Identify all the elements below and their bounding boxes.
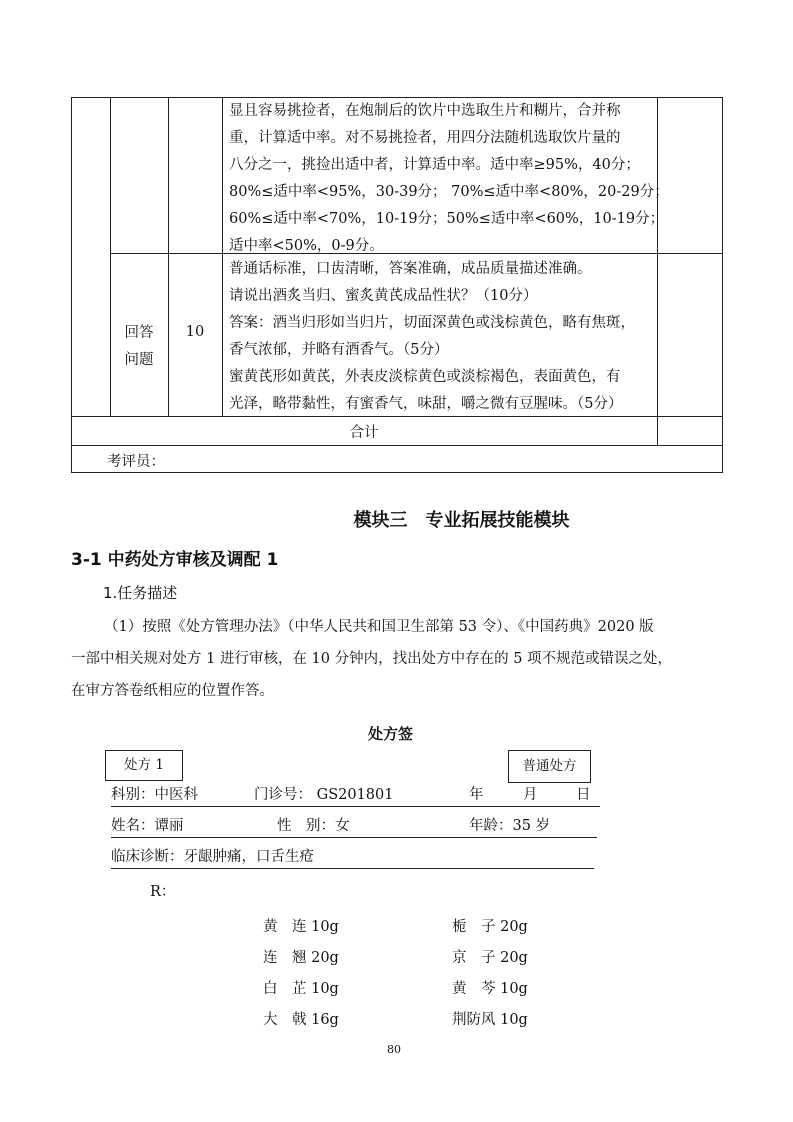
total-label: 合计	[349, 425, 379, 441]
criteria-line: 八分之一，挑捡出适中者，计算适中率。适中率≥95%，40分；	[229, 157, 640, 173]
criteria-line: 请说出酒炙当归、蜜炙黄芪成品性状？（10分）	[229, 288, 538, 304]
item-cell	[110, 320, 168, 374]
drugs-right-column	[452, 912, 528, 1036]
gender-field: 性 别：女	[277, 818, 350, 834]
criteria-line: 光泽，略带黏性，有蜜香气，味甜，嚼之微有豆腥味。（5分）	[229, 396, 623, 412]
diagnosis-field: 临床诊断：牙龈肿痛，口舌生疮	[111, 849, 314, 865]
prescription-title: 处方签	[368, 725, 414, 743]
drug-item: 荆防风 10g	[452, 1012, 528, 1028]
month-label: 月	[523, 787, 538, 803]
page-number: 80	[387, 1043, 401, 1056]
criteria-line: 重，计算适中率。对不易挑捡者，用四分法随机选取饮片量的	[229, 130, 621, 146]
drug-item: 大 戟 16g	[263, 1012, 339, 1028]
prescription-number-box: 处方 1	[105, 750, 183, 781]
patient-line	[111, 815, 597, 838]
drugs-left-column	[263, 912, 339, 1036]
criteria-line: 适中率<50%，0-9分。	[229, 238, 384, 254]
drug-item: 连 翘 20g	[263, 950, 339, 966]
task-paragraph	[71, 611, 672, 707]
drug-item: 栀 子 20g	[452, 919, 528, 935]
criteria-cell-1	[229, 98, 669, 260]
subsection-title: 1.任务描述	[103, 584, 178, 602]
clinic-no-field: 门诊号： GS201801	[254, 787, 394, 803]
criteria-line: 普通话标准，口齿清晰，答案准确，成品质量描述准确。	[229, 261, 592, 277]
drug-item: 白 芷 10g	[263, 981, 339, 997]
criteria-line: 显且容易挑捡者，在炮制后的饮片中选取生片和糊片，合并称	[229, 103, 621, 119]
criteria-line: 80%≤适中率<95%，30-39分； 70%≤适中率<80%，20-29分；	[229, 184, 669, 200]
criteria-line: 答案：酒当归形如当归片，切面深黄色或浅棕黄色，略有焦斑，	[229, 315, 635, 331]
section-title: 3-1 中药处方审核及调配 1	[71, 550, 279, 570]
examiner-label: 考评员：	[107, 454, 165, 470]
module-title: 模块三 专业拓展技能模块	[353, 510, 570, 531]
paragraph-line: （1）按照《处方管理办法》（中华人民共和国卫生部第 53 令）、《中国药典》2020 版	[104, 619, 654, 635]
criteria-line: 60%≤适中率<70%，10-19分；50%≤适中率<60%，10-19分；	[229, 211, 665, 227]
drug-item: 黄 芩 10g	[452, 981, 528, 997]
score-cell: 10	[185, 324, 205, 340]
diagnosis-line	[111, 846, 594, 869]
paragraph-line: 一部中相关规对处方 1 进行审核，在 10 分钟内，找出处方中存在的 5 项不规范或错误之处，	[71, 651, 673, 667]
drug-item: 黄 连 10g	[263, 919, 339, 935]
item-label: 问题	[124, 352, 154, 368]
year-label: 年	[469, 787, 484, 803]
dept-line	[111, 784, 600, 807]
age-field: 年龄：35 岁	[469, 818, 551, 834]
criteria-line: 香气浓郁，并略有酒香气。（5分）	[229, 342, 449, 358]
prescription-type-box: 普通处方	[508, 750, 591, 783]
item-label: 回答	[124, 325, 154, 341]
dept-field: 科别：中医科	[111, 787, 198, 803]
drug-item: 京 子 20g	[452, 950, 528, 966]
criteria-line: 蜜黄芪形如黄芪，外表皮淡棕黄色或淡棕褐色，表面黄色，有	[229, 369, 621, 385]
name-field: 姓名：谭丽	[111, 818, 184, 834]
paragraph-line: 在审方答卷纸相应的位置作答。	[71, 683, 274, 699]
criteria-cell-2	[229, 256, 635, 418]
r-label: R：	[150, 884, 176, 900]
day-label: 日	[576, 787, 591, 803]
